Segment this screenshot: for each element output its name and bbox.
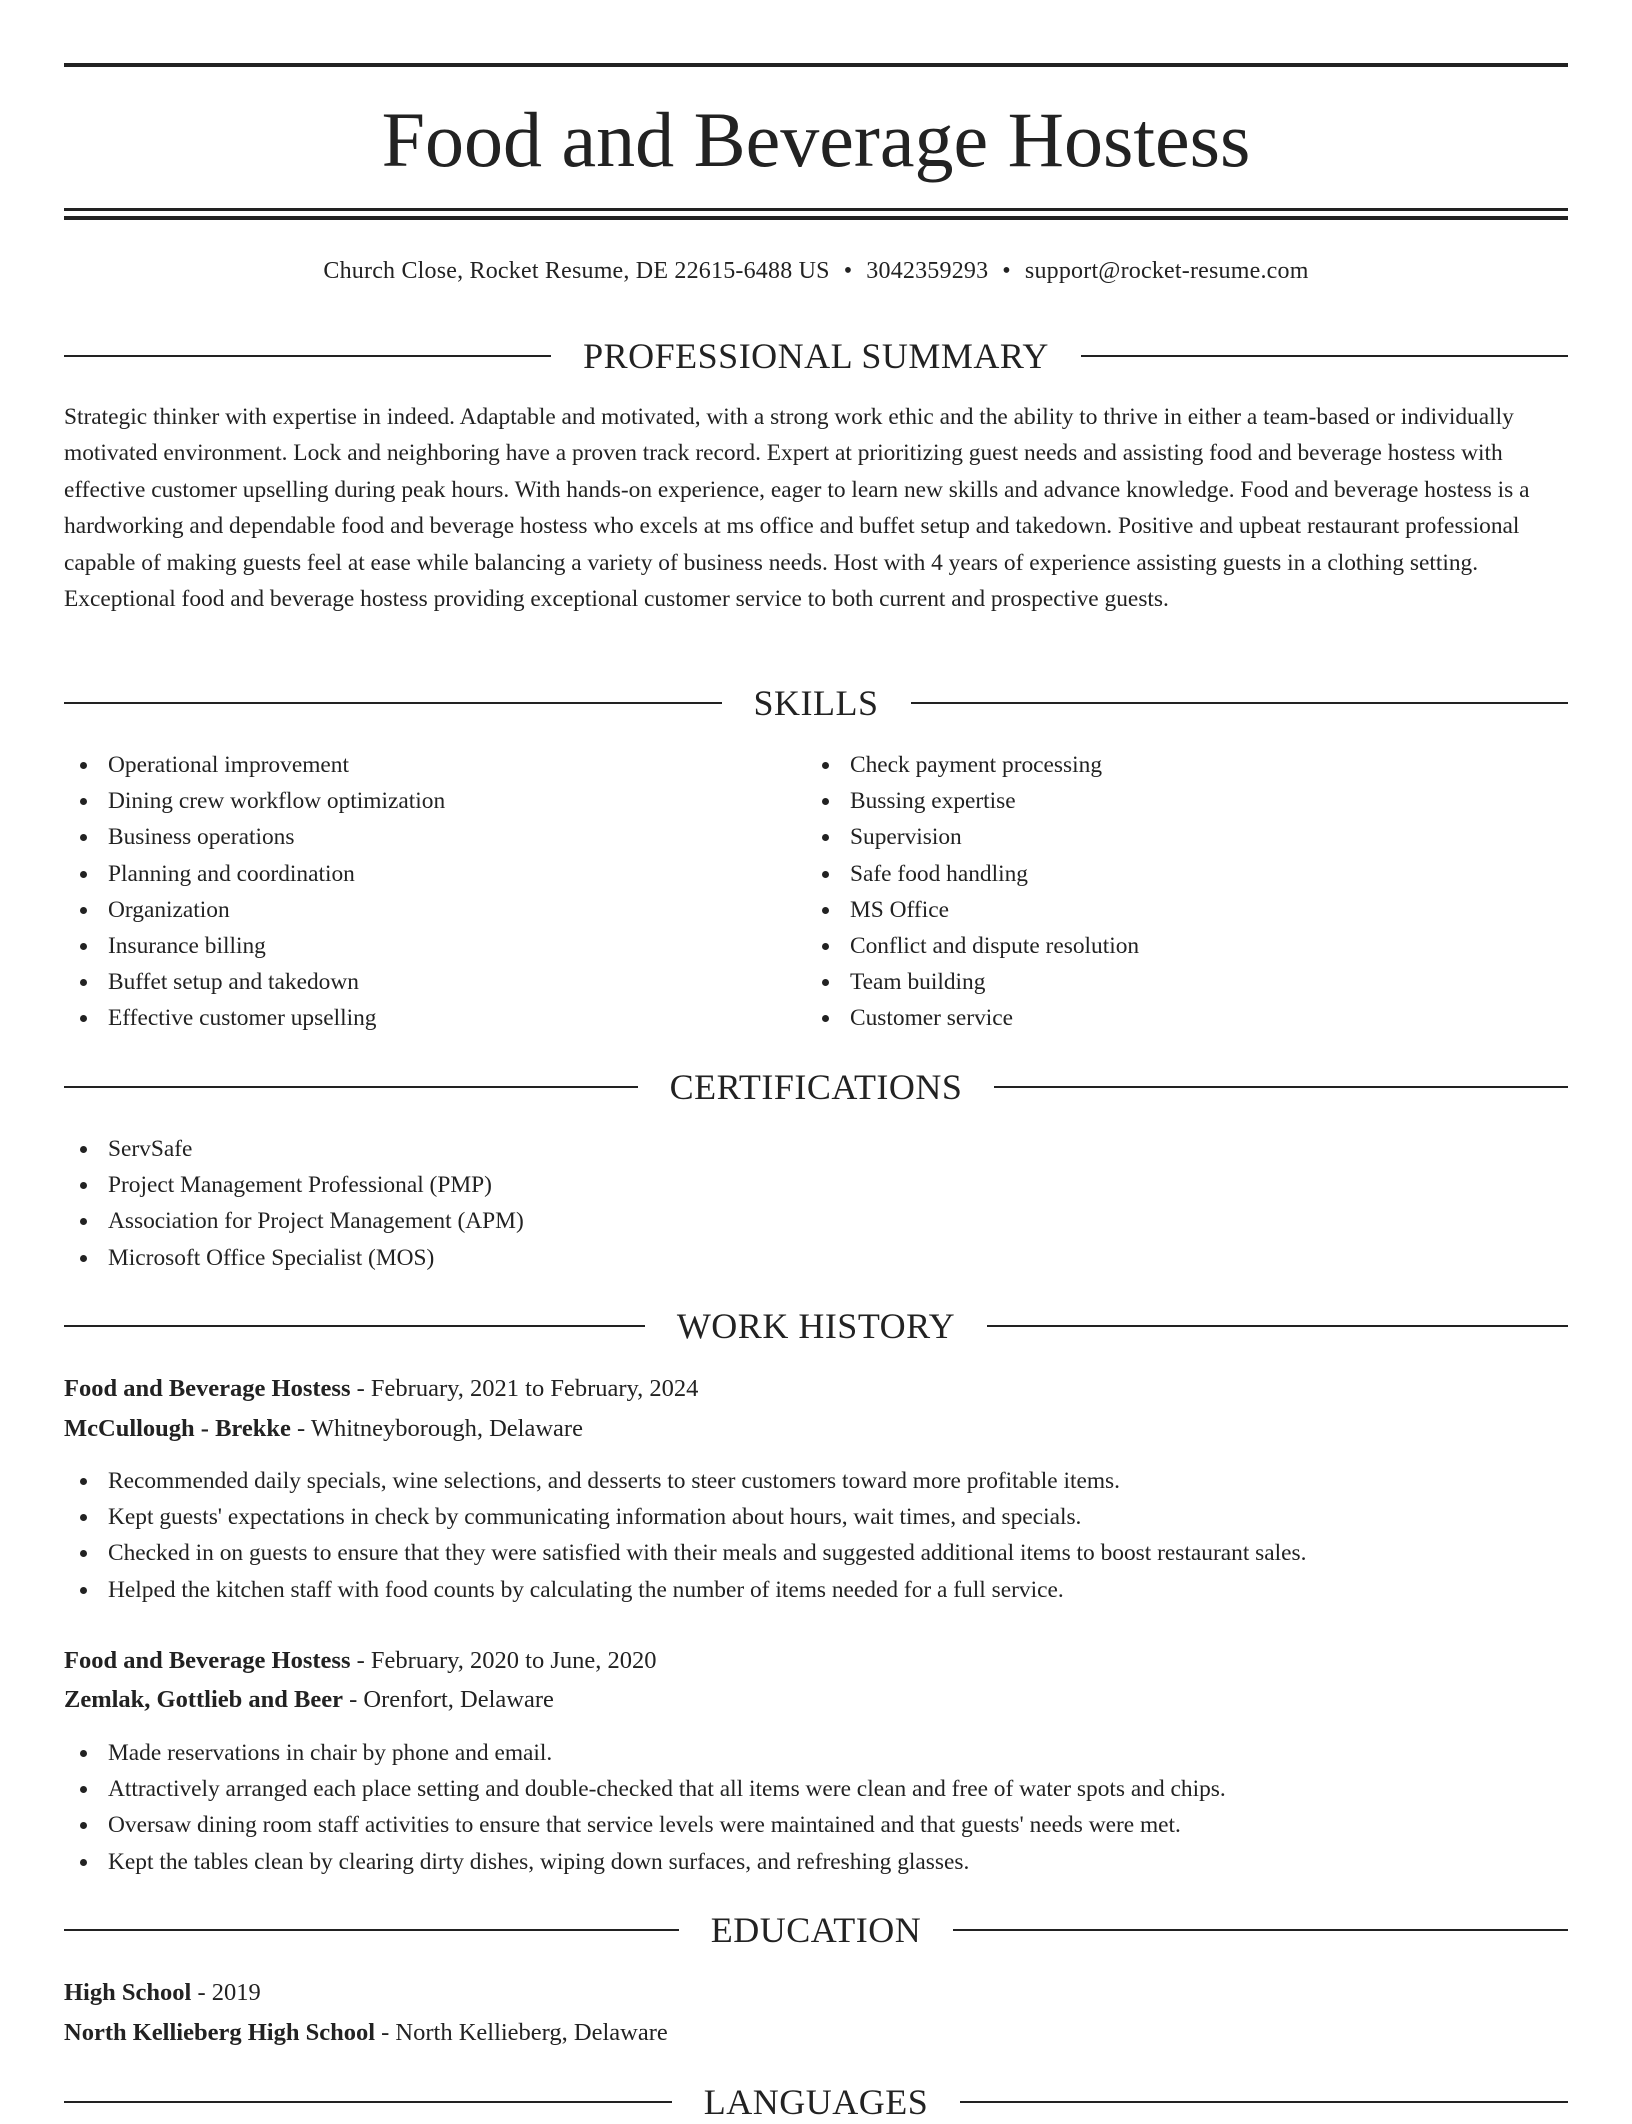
heading-rule (64, 1929, 679, 1931)
job-bullet: Checked in on guests to ensure that they were satisfied with their meals and suggested additional items to boost restaurant sales. (64, 1535, 1568, 1571)
job-bullet: Helped the kitchen staff with food counts by calculating the number of items needed for a full service. (64, 1572, 1568, 1608)
header-top-rule (64, 63, 1568, 67)
certification-item: ServSafe (64, 1131, 1568, 1167)
heading-rule (987, 1325, 1568, 1327)
resume-title: Food and Beverage Hostess (381, 96, 1251, 183)
heading-rule (64, 1086, 638, 1088)
skill-item: Dining crew workflow optimization (64, 783, 804, 819)
job-bullets (64, 1463, 1568, 1608)
education-degree-line (64, 1976, 1568, 2010)
job-bullet: Kept guests' expectations in check by communicating information about hours, wait times, and specials. (64, 1499, 1568, 1535)
summary-paragraph: Strategic thinker with expertise in indeed. Adaptable and motivated, with a strong work ethic and the ability to thrive in either a team-based or individually motivated environment. Lock and neighboring have a proven track record. Expert at prioritizing guest needs and assisting food and beverage hostess with effective customer upselling during peak hours. With hands-on experience, eager to learn new skills and advance knowledge. Food and beverage hostess is a hardworking and dependable food and beverage hostess who excels at ms office and buffet setup and takedown. Positive and upbeat restaurant professional capable of making guests feel at ease while balancing a variety of business needs. Host with 4 years of experience assisting guests in a clothing setting. Exceptional food and beverage hostess providing exceptional customer service to both current and prospective guests. (64, 404, 1530, 613)
skill-item: Customer service (806, 1000, 1566, 1036)
skill-item: Conflict and dispute resolution (806, 928, 1566, 964)
skill-item: Supervision (806, 819, 1566, 855)
heading-rule (994, 1086, 1568, 1088)
education-school: North Kellieberg High School (64, 2019, 375, 2046)
section-heading-languages (64, 2080, 1568, 2124)
job-bullets (64, 1735, 1568, 1880)
contact-separator: • (1002, 258, 1011, 284)
job-bullet: Recommended daily specials, wine selections, and desserts to steer customers toward more profitable items. (64, 1463, 1568, 1499)
section-heading-work-history (64, 1304, 1568, 1348)
skill-item: Effective customer upselling (64, 1000, 804, 1036)
heading-rule (911, 702, 1569, 704)
skills-list-right (806, 747, 1566, 1037)
section-heading-certifications (64, 1065, 1568, 1109)
skill-item: Planning and coordination (64, 856, 804, 892)
section-title: EDUCATION (710, 1910, 922, 1950)
skill-item: Operational improvement (64, 747, 804, 783)
job-title: Food and Beverage Hostess (64, 1647, 351, 1674)
skill-item: Safe food handling (806, 856, 1566, 892)
section-heading-skills (64, 681, 1568, 725)
section-title: CERTIFICATIONS (669, 1067, 963, 1107)
heading-rule (64, 1325, 645, 1327)
contact-email: support@rocket-resume.com (1024, 258, 1309, 284)
contact-separator: • (843, 258, 853, 284)
job-dates: - February, 2021 to February, 2024 (350, 1375, 699, 1402)
certifications-list (64, 1131, 1568, 1276)
education-year: - 2019 (191, 1979, 261, 2006)
heading-rule (953, 1929, 1568, 1931)
header-double-rule-upper (64, 208, 1568, 211)
skills-list-left (64, 747, 804, 1037)
heading-rule (64, 2101, 672, 2103)
certification-item: Association for Project Management (APM) (64, 1203, 1568, 1239)
skill-item: Organization (64, 892, 804, 928)
skill-item: Team building (806, 964, 1566, 1000)
heading-rule (960, 2101, 1568, 2103)
skill-item: Check payment processing (806, 747, 1566, 783)
job-dates: - February, 2020 to June, 2020 (350, 1647, 657, 1674)
heading-rule (64, 702, 722, 704)
job-bullet: Oversaw dining room staff activities to ensure that service levels were maintained and that guests' needs were met. (64, 1807, 1568, 1843)
section-title: PROFESSIONAL SUMMARY (583, 336, 1049, 376)
section-title: LANGUAGES (703, 2082, 929, 2122)
skill-item: MS Office (806, 892, 1566, 928)
job-company: McCullough - Brekke (64, 1415, 291, 1442)
contact-phone: 3042359293 (866, 258, 989, 284)
skill-item: Bussing expertise (806, 783, 1566, 819)
job-title-line (64, 1372, 1568, 1406)
job-bullet: Attractively arranged each place setting and double-checked that all items were clean and free of water spots and chips. (64, 1771, 1568, 1807)
education-school-line (64, 2016, 1568, 2050)
heading-rule (1081, 355, 1568, 357)
job-location: - Whitneyborough, Delaware (290, 1415, 583, 1442)
certification-item: Project Management Professional (PMP) (64, 1167, 1568, 1203)
contact-line (64, 254, 1568, 288)
job-company: Zemlak, Gottlieb and Beer (64, 1686, 344, 1713)
education-degree: High School (64, 1979, 192, 2006)
header-double-rule-lower (64, 216, 1568, 220)
heading-rule (64, 355, 551, 357)
section-title: WORK HISTORY (676, 1306, 956, 1346)
section-heading-summary (64, 334, 1568, 378)
job-location: - Orenfort, Delaware (343, 1686, 554, 1713)
job-company-line (64, 1683, 1568, 1717)
education-location: - North Kellieberg, Delaware (375, 2019, 668, 2046)
job-title-line (64, 1644, 1568, 1678)
section-heading-education (64, 1908, 1568, 1952)
skill-item: Business operations (64, 819, 804, 855)
job-title: Food and Beverage Hostess (64, 1375, 351, 1402)
job-company-line (64, 1412, 1568, 1446)
certification-item: Microsoft Office Specialist (MOS) (64, 1240, 1568, 1276)
skill-item: Insurance billing (64, 928, 804, 964)
job-bullet: Made reservations in chair by phone and email. (64, 1735, 1568, 1771)
contact-address: Church Close, Rocket Resume, DE 22615-6488 US (323, 258, 830, 284)
skill-item: Buffet setup and takedown (64, 964, 804, 1000)
section-title: SKILLS (753, 683, 879, 723)
job-bullet: Kept the tables clean by clearing dirty dishes, wiping down surfaces, and refreshing glasses. (64, 1844, 1568, 1880)
